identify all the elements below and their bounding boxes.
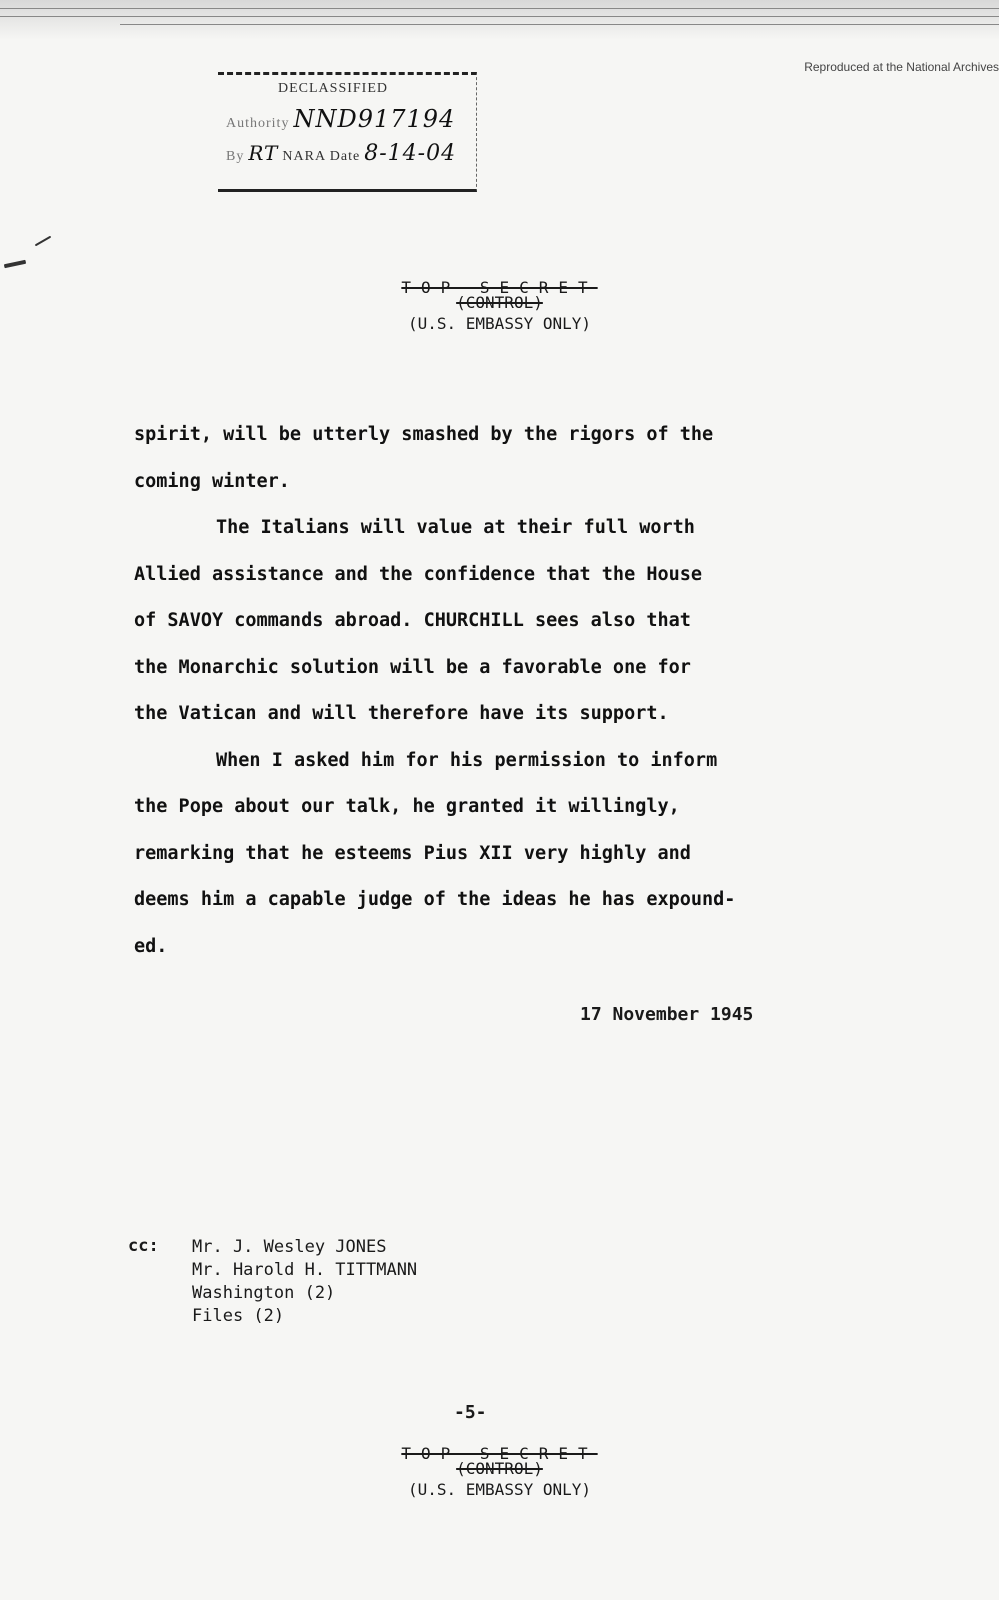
stamp-nara-label: NARA Date bbox=[282, 149, 361, 164]
top-secret-struck: TOP SECRET bbox=[401, 1444, 598, 1463]
text-line: ed. bbox=[134, 935, 168, 957]
stamp-by-value: RT bbox=[248, 141, 279, 165]
control-struck: (CONTROL) bbox=[456, 1459, 543, 1478]
paragraph-3 bbox=[134, 738, 834, 971]
text-line: coming winter. bbox=[134, 470, 290, 492]
text-line: When I asked him for his permission to inform bbox=[216, 749, 718, 771]
page-number: -5- bbox=[454, 1402, 487, 1423]
scan-line bbox=[0, 16, 999, 17]
text-line: the Pope about our talk, he granted it willingly, bbox=[134, 796, 680, 817]
letter-date: 17 November 1945 bbox=[580, 1004, 754, 1025]
text-line: Allied assistance and the confidence that the House bbox=[134, 563, 703, 585]
scan-mark bbox=[35, 236, 52, 247]
stamp-authority-value: NND917194 bbox=[293, 105, 456, 133]
stamp-by-label: By bbox=[226, 149, 245, 164]
archive-watermark: Reproduced at the National Archives bbox=[804, 60, 999, 74]
text-line: The Italians will value at their full worth bbox=[216, 517, 695, 538]
cc-item: Mr. J. Wesley JONES bbox=[192, 1237, 387, 1257]
text-line: the Monarchic solution will be a favorable one for bbox=[134, 656, 691, 678]
stamp-title: DECLASSIFIED bbox=[278, 81, 389, 96]
paragraph-2 bbox=[134, 505, 834, 738]
cc-item: Mr. Harold H. TITTMANN bbox=[192, 1260, 418, 1280]
scan-line bbox=[0, 8, 999, 9]
text-line: of SAVOY commands abroad. CHURCHILL sees also that bbox=[134, 610, 691, 631]
classification-top bbox=[0, 278, 999, 333]
stamp-date-value: 8-14-04 bbox=[364, 141, 457, 166]
stamp-authority-label: Authority bbox=[226, 116, 290, 131]
text-line: remarking that he esteems Pius XII very highly and bbox=[134, 842, 691, 864]
cc-label: cc: bbox=[128, 1236, 159, 1256]
declassified-stamp bbox=[218, 72, 477, 192]
text-line: the Vatican and will therefore have its support. bbox=[134, 703, 669, 724]
cc-item: Files (2) bbox=[192, 1306, 285, 1326]
text-line: deems him a capable judge of the ideas he has expound- bbox=[134, 889, 736, 910]
control-struck: (CONTROL) bbox=[456, 293, 543, 312]
letter-body bbox=[134, 412, 834, 970]
scan-edge bbox=[0, 0, 999, 40]
cc-list bbox=[192, 1236, 417, 1328]
cc-item: Washington (2) bbox=[192, 1283, 336, 1303]
embassy-only-label: (U.S. EMBASSY ONLY) bbox=[407, 1480, 592, 1499]
text-line: spirit, will be utterly smashed by the rigors of the bbox=[134, 424, 714, 445]
classification-bottom bbox=[0, 1444, 999, 1499]
embassy-only-label: (U.S. EMBASSY ONLY) bbox=[407, 314, 592, 333]
top-secret-struck: TOP SECRET bbox=[401, 278, 598, 297]
scan-line bbox=[120, 24, 999, 25]
paragraph-1 bbox=[134, 412, 834, 505]
scan-mark bbox=[4, 260, 26, 268]
